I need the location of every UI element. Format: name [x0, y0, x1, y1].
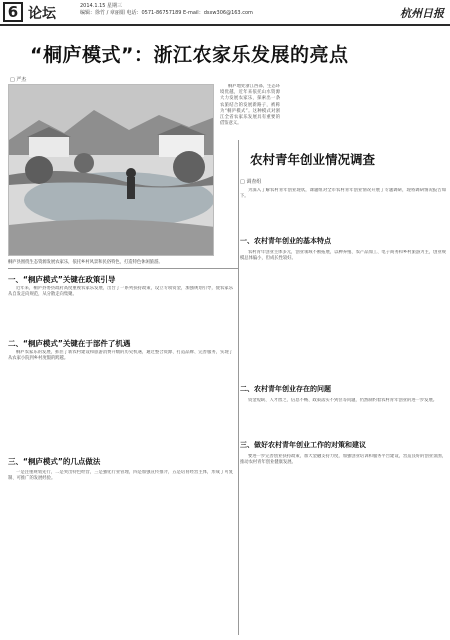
sidebar-section-2-paragraph: 资金短缺、人才匮乏、信息不畅、政策落实不到位等问题，仍然制约着农村青年创业的进一步发展。: [248, 398, 438, 403]
section-1-paragraph: 近年来，桐庐县委县政府高度重视农家乐发展，出台了一系列扶持政策，设立专项资金，加强规划引导，使农家乐从自发走向规范，从分散走向集聚。: [8, 286, 233, 298]
lead-column-1: [220, 84, 280, 256]
sidebar-section-3-body: [240, 454, 446, 634]
main-headline: “桐庐模式”：浙江农家乐发展的亮点: [30, 44, 349, 66]
sidebar-section-1-heading: 一、农村青年创业的基本特点: [240, 237, 331, 245]
sidebar-intro-paragraph: 为深入了解农村青年创业现状，课题组对全市农村青年创业情况开展了专题调研，现将调研情况报告如下。: [240, 188, 446, 200]
sidebar-section-1-paragraph: 农村青年创业主体多元，创业领域不断拓展，以种养殖、农产品加工、电子商务和乡村旅游为主，创业规模总体偏小，但成长性较好。: [240, 250, 446, 262]
issue-date: 2014.1.15 星期三: [80, 3, 123, 9]
newspaper-logo: 杭州日报: [400, 7, 444, 20]
section-3-paragraph: 一是注重规划先行，二是突出特色经营，三是强化行业管理，四是加强宣传推介，五是培育经营主体，形成了可复制、可推广的发展经验。: [8, 470, 233, 482]
page-number: 6: [3, 2, 23, 22]
sidebar-section-2-heading: 二、农村青年创业存在的问题: [240, 385, 331, 393]
main-byline: □ 严杰: [10, 77, 27, 83]
section-name: 论坛: [28, 6, 56, 22]
section-3-body: [8, 470, 233, 630]
editor-contact: 编辑：徐竹 / 章丽娟 电话：0571-86757189 E-mail：dsxw306@163.com: [80, 10, 253, 16]
sidebar-section-3-paragraph: 要进一步完善创业扶持政策，加大金融支持力度，加强创业培训和服务平台建设，营造良好的创业氛围，推动农村青年创业健康发展。: [240, 454, 446, 466]
column-divider: [238, 140, 239, 635]
masthead-meta: [80, 3, 253, 17]
section-3-heading: 三、“桐庐模式”的几点做法: [8, 457, 101, 466]
section-2-body: [8, 350, 233, 392]
lead-paragraph: 桐庐地处浙江西部，生态环境优越，近年来依托山水资源大力发展农家乐，探索出一条农旅结合的发展新路子，被称为“桐庐模式”。这种模式对浙江全省农家乐发展具有重要的借鉴意义。: [220, 84, 280, 127]
sidebar-section-2-body: [240, 398, 446, 432]
photo-illustration: [9, 85, 214, 256]
sidebar-section-1-body: [240, 250, 446, 378]
section-2-paragraph: 桐庐农家乐的发展，抓住了新农村建设和旅游消费升级的历史机遇，通过整合资源、打造品牌、完善服务，实现了从农家小院到乡村度假的跨越。: [8, 350, 233, 362]
page-masthead: [0, 0, 450, 26]
divider: [8, 268, 238, 269]
section-1-heading: 一、“桐庐模式”关键在政策引导: [8, 275, 116, 284]
section-1-body: [8, 286, 233, 328]
section-2-heading: 二、“桐庐模式”关键在于部件了机遇: [8, 339, 131, 348]
sidebar-byline: □ 调查组: [240, 179, 262, 185]
sidebar-section-3-heading: 三、做好农村青年创业工作的对策和建议: [240, 441, 366, 449]
sidebar-intro: [240, 188, 446, 230]
article-photo: [8, 84, 214, 256]
photo-caption: 桐庐县围绕生态资源发展农家乐，依托乡村风景和民俗特色，打造特色休闲旅游。: [8, 260, 163, 265]
sidebar-title: 农村青年创业情况调查: [250, 152, 376, 167]
